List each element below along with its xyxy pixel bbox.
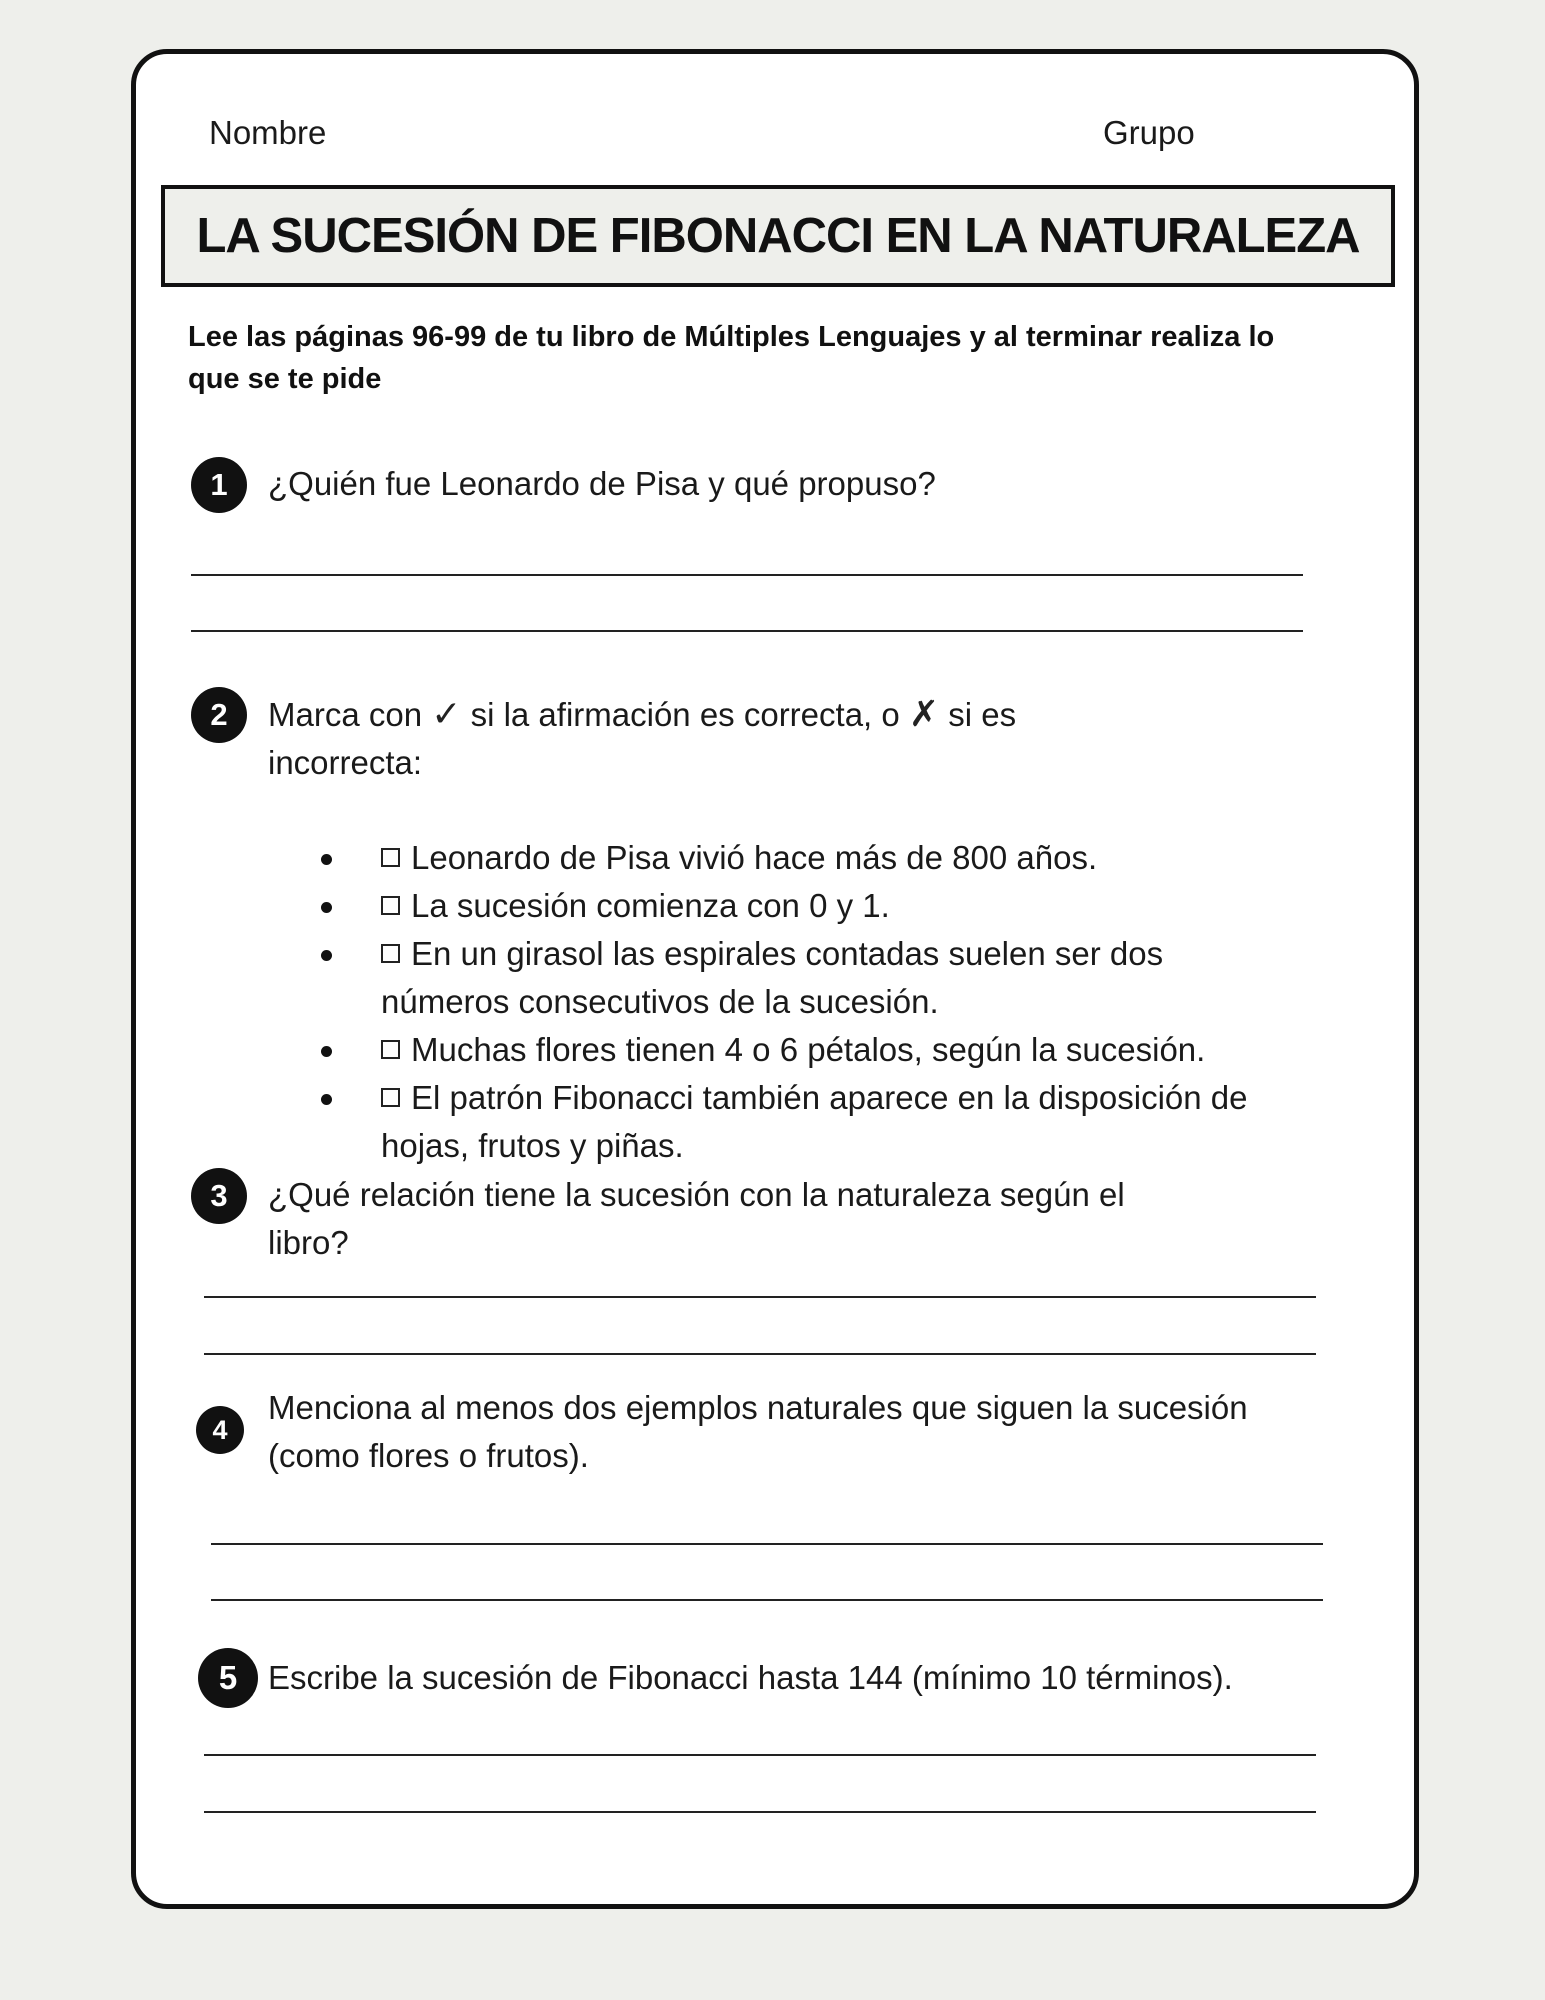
question-4-number: 4 bbox=[196, 1406, 244, 1454]
cross-icon: ✗ bbox=[908, 693, 940, 734]
name-label: Nombre bbox=[209, 114, 327, 151]
question-2-text bbox=[268, 690, 1128, 787]
instructions: Lee las páginas 96-99 de tu libro de Múltiples Lenguajes y al terminar realiza lo que se te pide bbox=[188, 321, 1275, 395]
question-2-text-middle: si la afirmación es correcta, o bbox=[470, 696, 900, 733]
title-box bbox=[161, 185, 1395, 287]
statement-list bbox=[321, 834, 1271, 1170]
answer-line[interactable] bbox=[204, 1353, 1316, 1355]
page-title: LA SUCESIÓN DE FIBONACCI EN LA NATURALEZA bbox=[196, 209, 1360, 263]
bullet-icon bbox=[321, 854, 332, 865]
checkbox[interactable] bbox=[381, 896, 400, 915]
list-item bbox=[321, 1026, 1271, 1074]
statement-text: Leonardo de Pisa vivió hace más de 800 años. bbox=[411, 839, 1098, 876]
question-5-number: 5 bbox=[198, 1648, 258, 1708]
question-1-text: ¿Quién fue Leonardo de Pisa y qué propuso? bbox=[268, 465, 936, 502]
answer-line[interactable] bbox=[211, 1543, 1323, 1545]
bullet-icon bbox=[321, 1046, 332, 1057]
question-4-text: Menciona al menos dos ejemplos naturales que siguen la sucesión (como flores o frutos). bbox=[268, 1389, 1248, 1474]
answer-line[interactable] bbox=[191, 574, 1303, 576]
answer-line[interactable] bbox=[204, 1296, 1316, 1298]
list-item bbox=[321, 834, 1271, 882]
statement-text: El patrón Fibonacci también aparece en la disposición de hojas, frutos y piñas. bbox=[381, 1079, 1248, 1164]
question-2-number: 2 bbox=[191, 687, 247, 743]
question-2-text-after: si es incorrecta: bbox=[268, 696, 1017, 781]
answer-line[interactable] bbox=[204, 1811, 1316, 1813]
answer-line[interactable] bbox=[211, 1599, 1323, 1601]
bullet-icon bbox=[321, 1094, 332, 1105]
bullet-icon bbox=[321, 902, 332, 913]
checkbox[interactable] bbox=[381, 1040, 400, 1059]
answer-line[interactable] bbox=[204, 1754, 1316, 1756]
checkbox[interactable] bbox=[381, 944, 400, 963]
worksheet bbox=[131, 49, 1419, 1909]
statement-text: En un girasol las espirales contadas suelen ser dos números consecutivos de la sucesión. bbox=[381, 935, 1164, 1020]
question-3-number: 3 bbox=[191, 1168, 247, 1224]
question-1-number: 1 bbox=[191, 457, 247, 513]
list-item bbox=[321, 1074, 1271, 1170]
checkbox[interactable] bbox=[381, 848, 400, 867]
list-item bbox=[321, 930, 1271, 1026]
question-3-text: ¿Qué relación tiene la sucesión con la naturaleza según el libro? bbox=[268, 1176, 1125, 1261]
checkbox[interactable] bbox=[381, 1088, 400, 1107]
statement-text: Muchas flores tienen 4 o 6 pétalos, según la sucesión. bbox=[411, 1031, 1206, 1068]
list-item bbox=[321, 882, 1271, 930]
question-5-text: Escribe la sucesión de Fibonacci hasta 144 (mínimo 10 términos). bbox=[268, 1659, 1233, 1696]
statement-text: La sucesión comienza con 0 y 1. bbox=[411, 887, 890, 924]
question-2-text-before: Marca con bbox=[268, 696, 423, 733]
bullet-icon bbox=[321, 950, 332, 961]
group-label: Grupo bbox=[1103, 114, 1195, 151]
answer-line[interactable] bbox=[191, 630, 1303, 632]
check-icon: ✓ bbox=[431, 693, 462, 734]
